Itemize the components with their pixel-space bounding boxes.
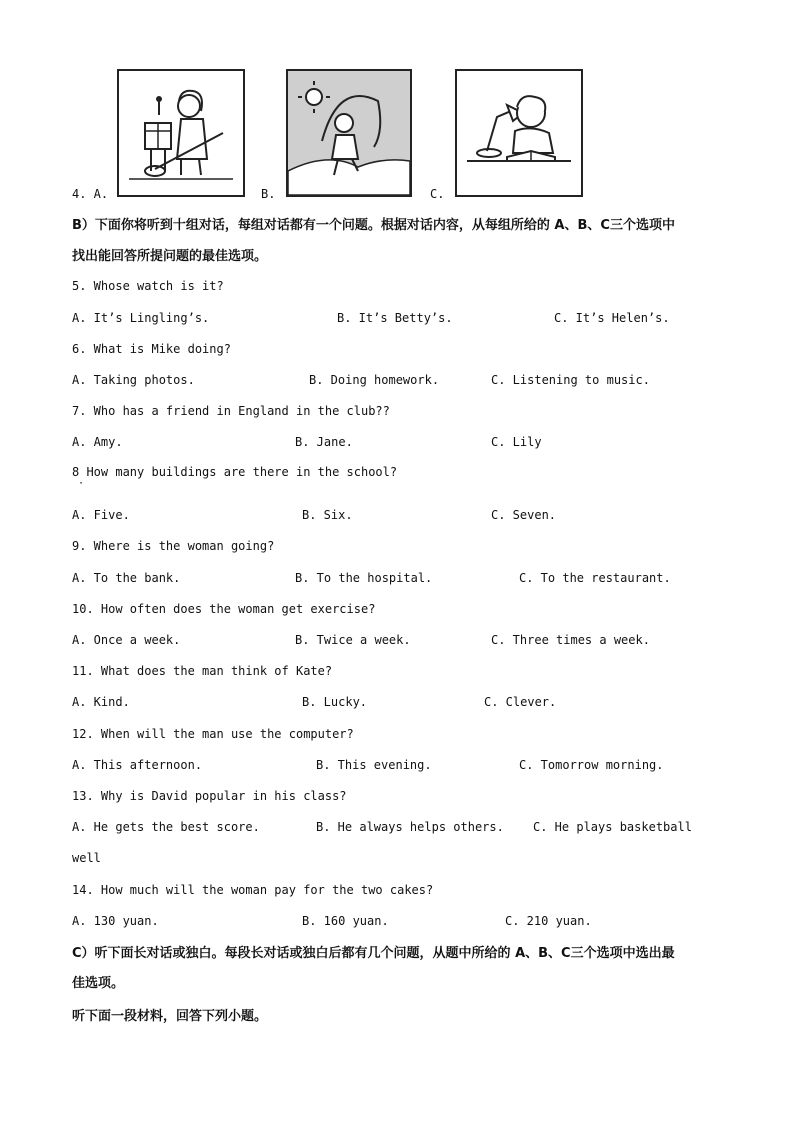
q13-option-b: B. He always helps others. — [316, 820, 504, 834]
q12-option-c: C. Tomorrow morning. — [519, 758, 664, 772]
question-12: 12. When will the man use the computer? — [72, 727, 354, 741]
q5-option-c: C. It’s Helen’s. — [554, 311, 670, 325]
question-10: 10. How often does the woman get exercise? — [72, 602, 376, 616]
question-11: 11. What does the man think of Kate? — [72, 664, 333, 678]
section-c-instruction-line3: 听下面一段材料，回答下列小题。 — [72, 1009, 268, 1024]
q12-option-a: A. This afternoon. — [72, 758, 203, 772]
q5-option-a: A. It’s Lingling’s. — [72, 311, 210, 325]
q8-option-c: C. Seven. — [491, 508, 557, 522]
q6-option-c: C. Listening to music. — [491, 373, 650, 387]
q9-option-c: C. To the restaurant. — [519, 571, 671, 585]
q4-option-b: B. — [261, 187, 276, 201]
q5-option-b: B. It’s Betty’s. — [337, 311, 453, 325]
q10-option-c: C. Three times a week. — [491, 633, 650, 647]
woman-sweeping-image — [119, 71, 243, 195]
q12-option-b: B. This evening. — [316, 758, 432, 772]
picture-b — [286, 69, 412, 197]
boy-reading-image — [457, 71, 581, 195]
q4-label: 4. A. — [72, 187, 109, 201]
girl-skipping-rope-image — [288, 71, 410, 195]
q11-option-c: C. Clever. — [484, 695, 557, 709]
question-14: 14. How much will the woman pay for the two cakes? — [72, 883, 434, 897]
q6-option-a: A. Taking photos. — [72, 373, 195, 387]
q14-option-b: B. 160 yuan. — [302, 914, 389, 928]
q8-dot: · — [78, 478, 85, 489]
q11-option-a: A. Kind. — [72, 695, 130, 709]
q11-option-b: B. Lucky. — [302, 695, 368, 709]
q6-option-b: B. Doing homework. — [309, 373, 440, 387]
q13-option-a: A. He gets the best score. — [72, 820, 260, 834]
q14-option-a: A. 130 yuan. — [72, 914, 159, 928]
section-b-instruction-line1: B）下面你将听到十组对话，每组对话都有一个问题。根据对话内容，从每组所给的 A、B、C三个选项中 — [72, 218, 675, 233]
q9-option-b: B. To the hospital. — [295, 571, 433, 585]
q7-option-c: C. Lily — [491, 435, 542, 449]
question-6: 6. What is Mike doing? — [72, 342, 231, 356]
q13-option-c-continued: well — [72, 851, 101, 865]
q7-option-a: A. Amy. — [72, 435, 123, 449]
section-c-instruction-line2: 佳选项。 — [72, 976, 125, 991]
q4-option-c: C. — [430, 187, 445, 201]
question-5: 5. Whose watch is it? — [72, 279, 224, 293]
q8-option-a: A. Five. — [72, 508, 130, 522]
q13-option-c: C. He plays basketball — [533, 820, 692, 834]
q10-option-a: A. Once a week. — [72, 633, 181, 647]
q14-option-c: C. 210 yuan. — [505, 914, 592, 928]
q9-option-a: A. To the bank. — [72, 571, 181, 585]
picture-c — [455, 69, 583, 197]
question-7: 7. Who has a friend in England in the club?? — [72, 404, 390, 418]
q8-option-b: B. Six. — [302, 508, 353, 522]
question-13: 13. Why is David popular in his class? — [72, 789, 347, 803]
q10-option-b: B. Twice a week. — [295, 633, 411, 647]
section-c-instruction-line1: C）听下面长对话或独白。每段长对话或独白后都有几个问题，从题中所给的 A、B、C三个选项中选出最 — [72, 946, 675, 961]
q7-option-b: B. Jane. — [295, 435, 353, 449]
question-8: 8 How many buildings are there in the school? — [72, 465, 398, 479]
section-b-instruction-line2: 找出能回答所提问题的最佳选项。 — [72, 249, 268, 264]
question-9: 9. Where is the woman going? — [72, 539, 275, 553]
picture-a — [117, 69, 245, 197]
